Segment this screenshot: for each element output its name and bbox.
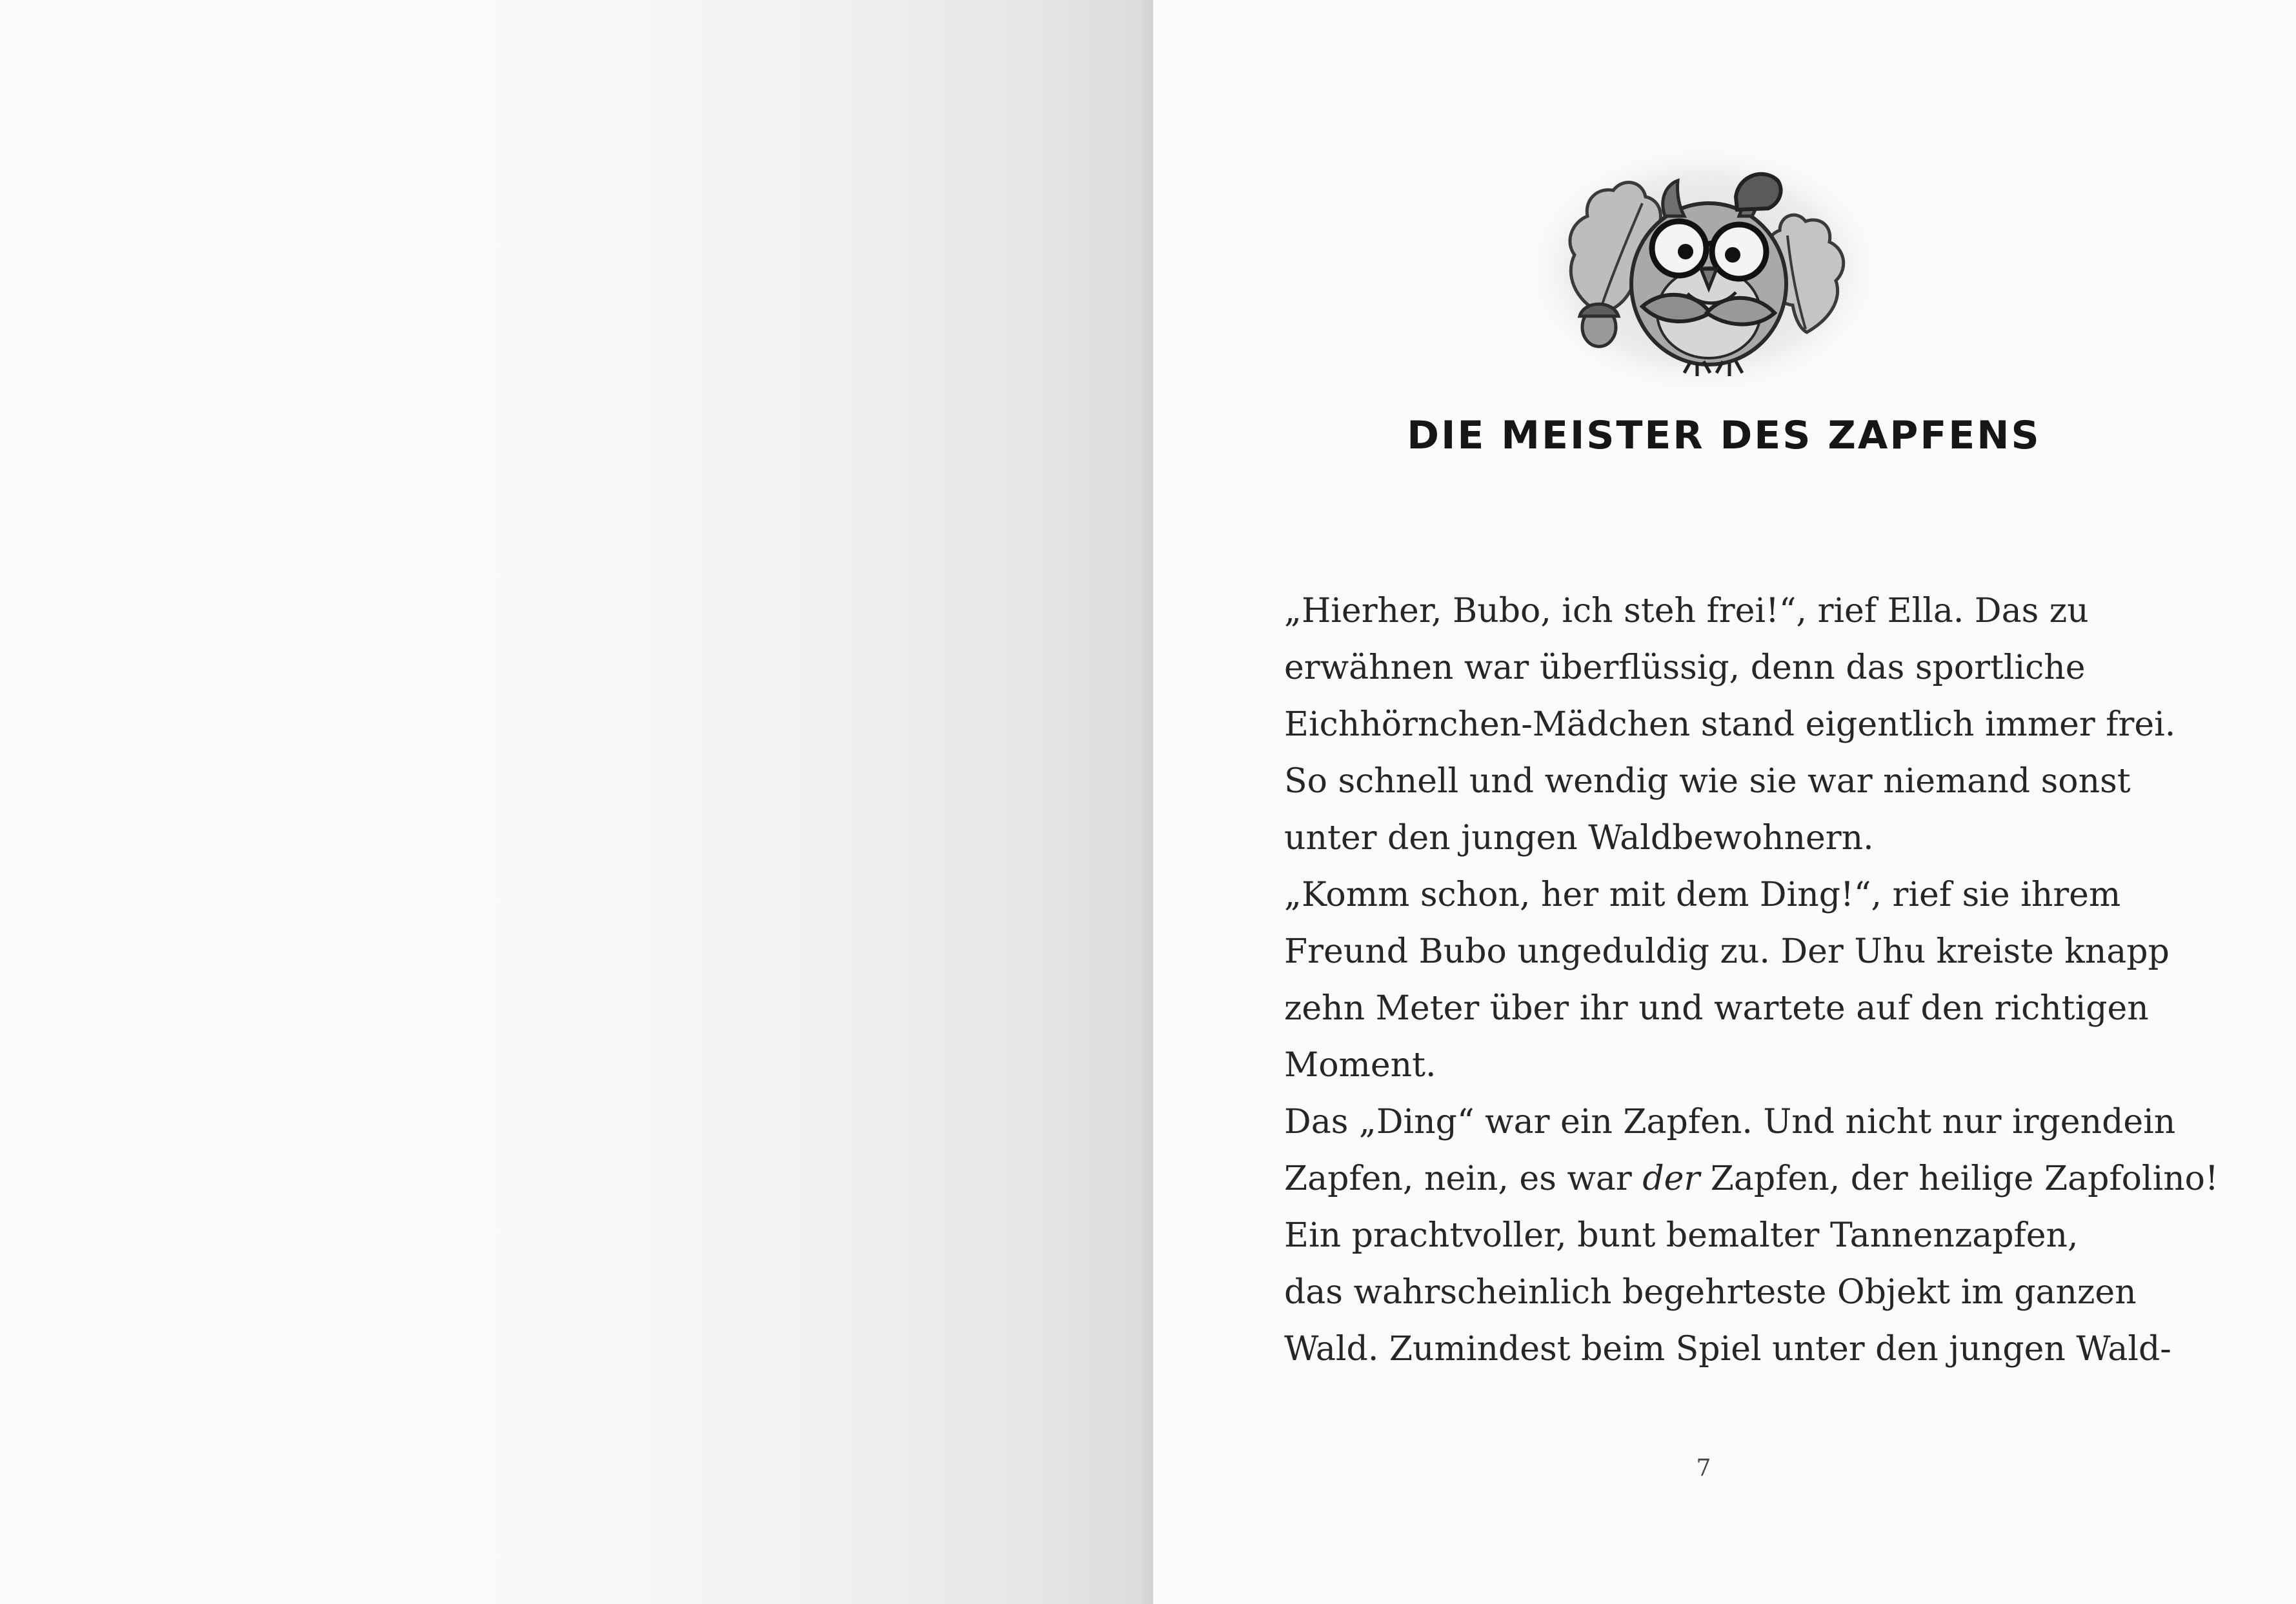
text-segment: Zapfen, nein, es war (1284, 1159, 1643, 1198)
text-line: erwähnen war überflüssig, denn das sportliche (1284, 648, 2086, 687)
text-line: zehn Meter über ihr und wartete auf den richtigen (1284, 989, 2149, 1028)
text-line: Das „Ding“ war ein Zapfen. Und nicht nur irgendein (1284, 1103, 2176, 1141)
page-number: 7 (1696, 1455, 1711, 1481)
text-line: „Komm schon, her mit dem Ding!“, rief sie ihrem (1284, 876, 2121, 914)
text-line: unter den jungen Waldbewohnern. (1284, 819, 1874, 857)
emphasized-word: der (1642, 1159, 1700, 1198)
text-segment: Zapfen, der heilige Zapfolino! (1700, 1159, 2219, 1198)
text-line: Moment. (1284, 1046, 1436, 1085)
text-line: Ein prachtvoller, bunt bemalter Tannenzapfen, (1284, 1216, 2079, 1255)
text-line: Eichhörnchen-Mädchen stand eigentlich immer frei. (1284, 705, 2176, 744)
text-line: Wald. Zumindest beim Spiel unter den jungen Wald- (1284, 1330, 2171, 1368)
text-line: Freund Bubo ungeduldig zu. Der Uhu kreiste knapp (1284, 932, 2170, 971)
chapter-title: DIE MEISTER DES ZAPFENS (1407, 413, 2041, 458)
owl-with-glasses-and-oak-leaves-icon (1504, 119, 1904, 397)
text-line: „Hierher, Bubo, ich steh frei!“, rief Ella. Das zu (1284, 592, 2089, 630)
body-text (1284, 583, 2219, 1378)
text-line: So schnell und wendig wie sie war niemand sonst (1284, 762, 2131, 801)
book-gutter (1152, 0, 1153, 1604)
text-line-with-emphasis (1284, 1150, 2219, 1207)
text-line: das wahrscheinlich begehrteste Objekt im ganzen (1284, 1273, 2137, 1312)
